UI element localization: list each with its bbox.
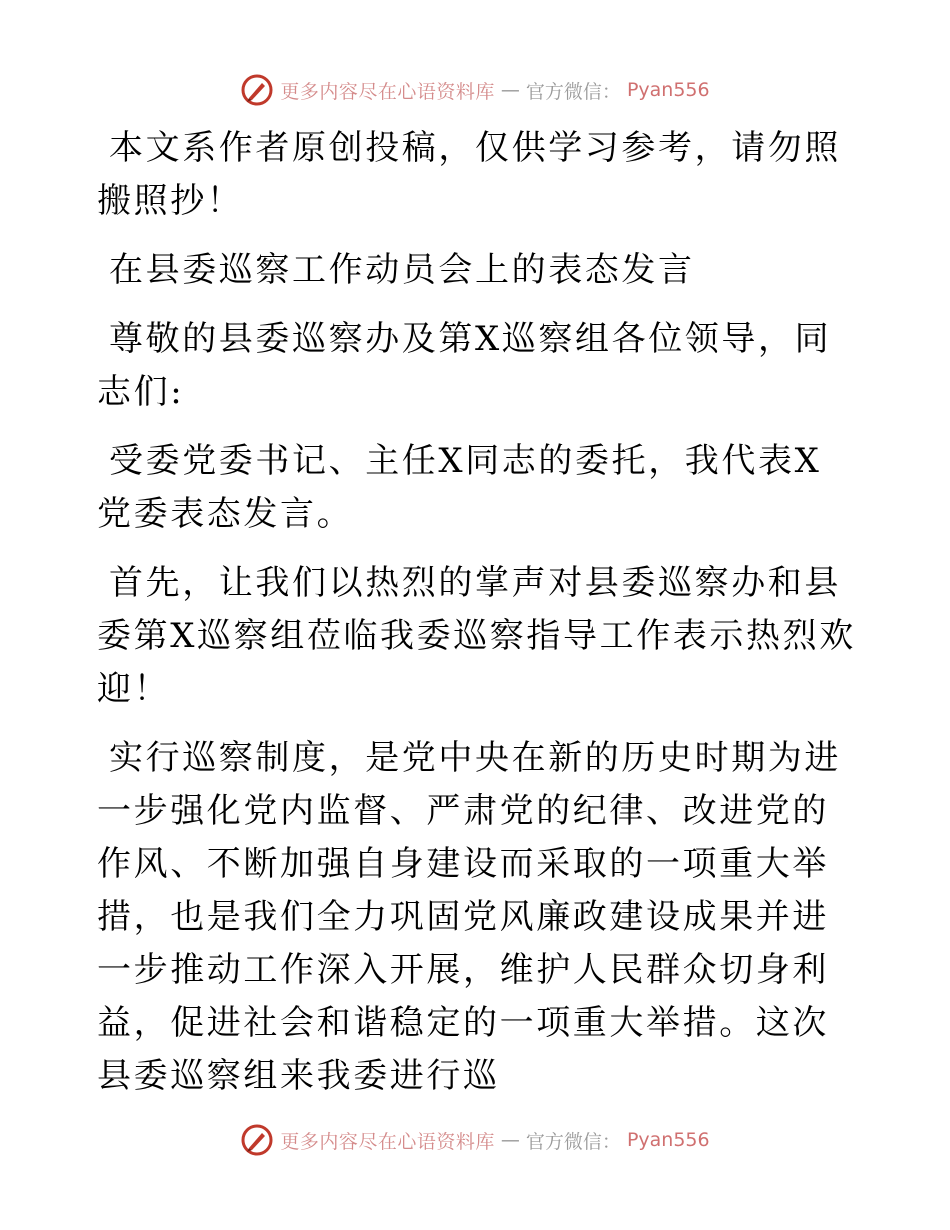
watermark-dash: — (500, 1129, 520, 1151)
document-body (97, 122, 857, 1119)
watermark-sub-text: 官方微信： (525, 1130, 621, 1153)
watermark-sub-text: 官方微信： (525, 80, 621, 103)
body-paragraph: 实行巡察制度，是党中央在新的历史时期为进一步强化党内监督、严肃党的纪律、改进党的作风、不断加强自身建设而采取的一项重大举措，也是我们全力巩固党风廉政建设成果并进一步推动工作深入开展，维护人民群众切身利益，促进社会和谐稳定的一项重大举措。这次县委巡察组来我委进行巡 (97, 738, 841, 1096)
body-paragraph: 受委党委书记、主任X同志的委托，我代表X党委表态发言。 (97, 441, 822, 534)
document-title: 在县委巡察工作动员会上的表态发言 (109, 250, 695, 290)
footer-watermark (0, 1120, 950, 1160)
pen-logo-icon (240, 1123, 274, 1157)
salutation-paragraph: 尊敬的县委巡察办及第X巡察组各位领导，同志们: (97, 319, 832, 412)
header-watermark (0, 70, 950, 110)
disclaimer-paragraph: 本文系作者原创投稿，仅供学习参考，请勿照搬照抄！ (97, 128, 841, 221)
watermark-dash: — (500, 79, 520, 101)
body-paragraph: 首先，让我们以热烈的掌声对县委巡察办和县委第X巡察组莅临我委巡察指导工作表示热烈欢迎！ (97, 563, 856, 709)
pen-logo-icon (240, 73, 274, 107)
watermark-wechat-id: Pyan556 (626, 1129, 710, 1151)
watermark-wechat-id: Pyan556 (626, 79, 710, 101)
watermark-main-text: 更多内容尽在心语资料库 (280, 80, 495, 103)
watermark-main-text: 更多内容尽在心语资料库 (280, 1130, 495, 1153)
